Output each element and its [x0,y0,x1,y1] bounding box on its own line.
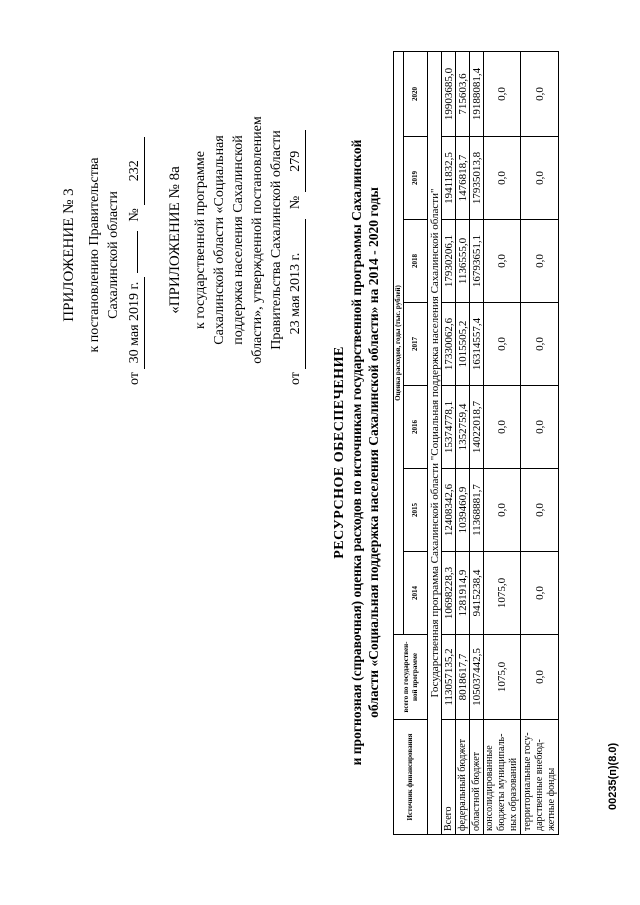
appendix-3-from: от [127,372,142,385]
appendix-8a-number: 279 [286,130,306,192]
program-row: Государственная программа Сахалинской области "Социальная поддержка населения Сахалинской области" [428,52,442,835]
col-header-year: 2016 [404,386,428,469]
row-total: 1075,0 [484,635,521,720]
appendix-8a-date-line [286,95,306,385]
row-year-value: 12408342,6 [442,469,456,552]
row-year-value: 19188081,4 [470,52,484,137]
row-year-value: 1352759,4 [456,386,470,469]
appendix-3-num-label: № [127,208,142,222]
col-header-year: 2017 [404,303,428,386]
row-year-value: 1476818,7 [456,137,470,220]
row-year-value: 0,0 [484,220,521,303]
col-header-year: 2015 [404,469,428,552]
row-year-value: 9415238,4 [470,552,484,635]
heading-line2: и прогнозная (справочная) оценка расходов по источникам государственной программы Сахалинской [349,139,364,766]
row-total: 0,0 [521,635,559,720]
row-source: консолидированные бюджеты муниципаль-ных образований [484,720,521,835]
document-heading [332,0,382,905]
row-source: федеральный бюджет [456,720,470,835]
row-year-value: 17330062,6 [442,303,456,386]
heading-line3: области «Социальная поддержка населения Сахалинской области» на 2014 - 2020 годы [366,187,381,718]
table-row [442,52,456,835]
appendix-8a-title: «ПРИЛОЖЕНИЕ № 8а [167,166,183,314]
appendix-3-title: ПРИЛОЖЕНИЕ № 3 [61,188,77,322]
row-year-value: 1039460,9 [456,469,470,552]
col-header-total: всего по государствен-ной программе [394,635,428,720]
row-year-value: 1136555,0 [456,220,470,303]
row-year-value: 17935013,8 [470,137,484,220]
appendix-8a-date: 23 мая 2013 г. [286,219,306,369]
row-year-value: 1281914,9 [456,552,470,635]
document-footer-code: 00235(п)(8.0) [607,742,619,810]
row-year-value: 15374778,1 [442,386,456,469]
appendix-8a-line1: к государственной программе [193,151,208,329]
heading-title: РЕСУРСНОЕ ОБЕСПЕЧЕНИЕ [332,346,347,559]
row-year-value: 16314557,4 [470,303,484,386]
row-year-value: 17930206,1 [442,220,456,303]
row-year-value: 14022018,7 [470,386,484,469]
row-year-value: 0,0 [521,469,559,552]
row-year-value: 1075,0 [484,552,521,635]
row-year-value: 0,0 [484,469,521,552]
appendix-8a-num-label: № [288,195,303,210]
col-header-year: 2018 [404,220,428,303]
row-total: 105037442,5 [470,635,484,720]
row-year-value: 0,0 [521,137,559,220]
table-row [470,52,484,835]
table-row [521,52,559,835]
row-total: 113057135,2 [442,635,456,720]
appendix-3-block [60,125,145,385]
appendix-8a-block [166,95,306,385]
appendix-3-date: 30 мая 2019 г. [125,277,145,369]
appendix-8a-from: от [288,372,303,385]
row-year-value: 16793651,1 [470,220,484,303]
appendix-8a-line3: поддержка населения Сахалинской [231,135,246,345]
appendix-3-number: 232 [125,137,145,205]
col-header-year-group: Оценка расходов, годы (тыс. рублей) [394,52,404,635]
appendix-3-date-line [125,125,145,385]
appendix-3-line1: к постановлению Правительства [87,157,102,353]
row-total: 8018617,7 [456,635,470,720]
row-year-value: 0,0 [521,552,559,635]
col-header-year: 2014 [404,552,428,635]
row-year-value: 0,0 [484,386,521,469]
appendix-8a-line2: Сахалинской области «Социальная [212,135,227,345]
row-year-value: 0,0 [521,303,559,386]
row-source: территориальные госу-дарственные внебюд-жетные фонды [521,720,559,835]
appendix-3-line2: Сахалинской области [106,191,121,319]
row-year-value: 10698228,3 [442,552,456,635]
row-year-value: 0,0 [521,52,559,137]
appendix-8a-line4: области», утвержденной постановлением [250,116,265,364]
row-year-value: 0,0 [484,137,521,220]
row-year-value: 19411832,5 [442,137,456,220]
financing-table [393,51,559,835]
row-year-value: 1015505,2 [456,303,470,386]
row-year-value: 0,0 [521,386,559,469]
col-header-year: 2020 [404,52,428,137]
row-year-value: 0,0 [521,220,559,303]
row-year-value: 0,0 [484,303,521,386]
table-row [456,52,470,835]
row-source: Всего [442,720,456,835]
table-row [484,52,521,835]
row-year-value: 11368881,7 [470,469,484,552]
row-source: областной бюджет [470,720,484,835]
appendix-8a-line5: Правительства Сахалинской области [269,130,284,350]
row-year-value: 715603,6 [456,52,470,137]
row-year-value: 19903685,0 [442,52,456,137]
row-year-value: 0,0 [484,52,521,137]
col-header-year: 2019 [404,137,428,220]
col-header-source: Источник финансирования [394,720,428,835]
